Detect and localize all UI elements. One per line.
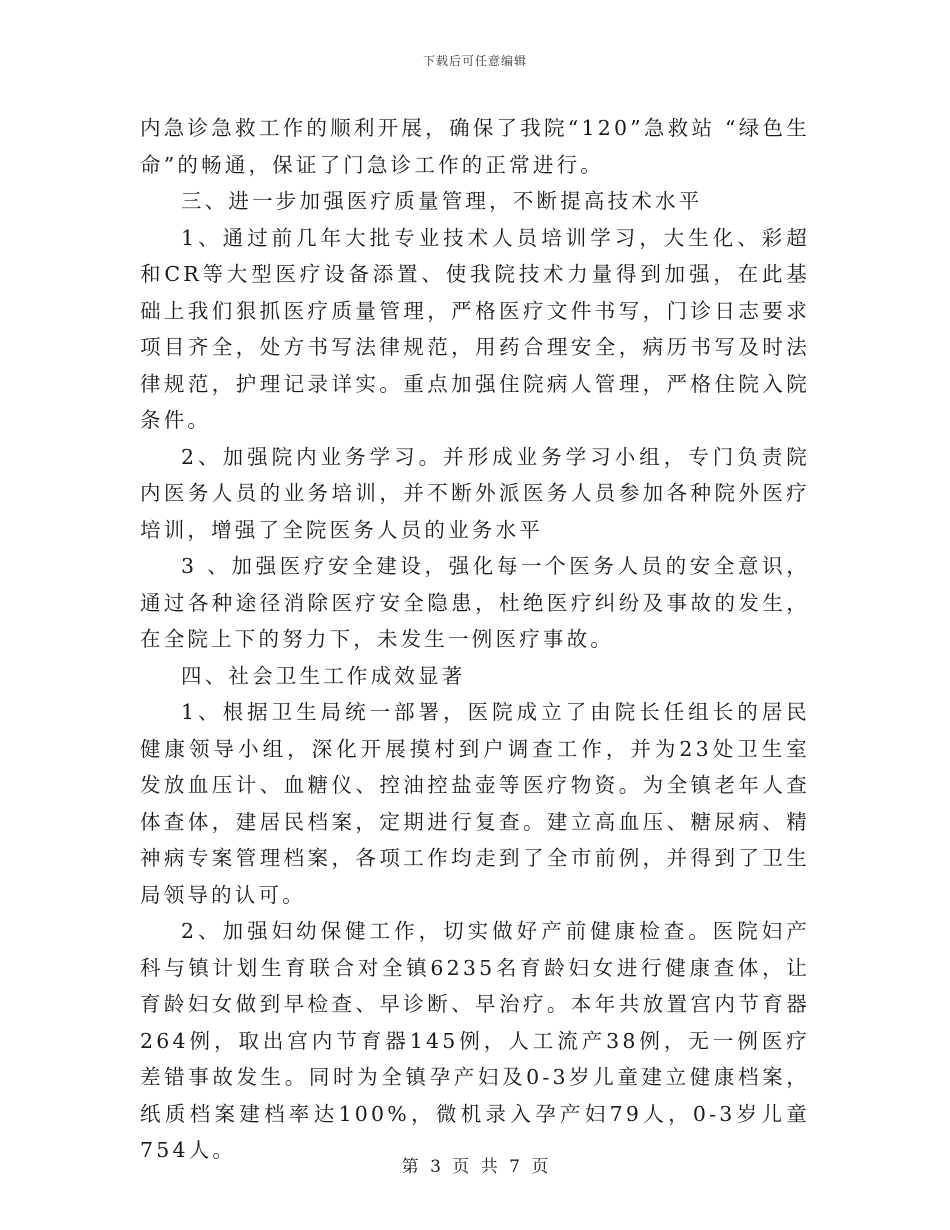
- paragraph-3-1: 1、通过前几年大批专业技术人员培训学习，大生化、彩超和CR等大型医疗设备添置、使我院技术力量得到加强，在此基础上我们狠抓医疗质量管理，严格医疗文件书写，门诊日志要求项目齐全，处方书写法律规范，用药合理安全，病历书写及时法律规范，护理记录详实。重点加强住院病人管理，严格住院入院条件。: [140, 225, 810, 432]
- document-body: [140, 110, 810, 1169]
- paragraph-3-3: 3 、加强医疗安全建设，强化每一个医务人员的安全意识，通过各种途径消除医疗安全隐患，杜绝医疗纠纷及事故的发生，在全院上下的努力下，未发生一例医疗事故。: [140, 554, 810, 651]
- page-header: 下载后可任意编辑: [422, 54, 527, 68]
- paragraph-4-2: 2、加强妇幼保健工作，切实做好产前健康检查。医院妇产科与镇计划生育联合对全镇6235名育龄妇女进行健康查体，让育龄妇女做到早检查、早诊断、早治疗。本年共放置宫内节育器264例，取出宫内节育器145例，人工流产38例，无一例医疗差错事故发生。同时为全镇孕产妇及0-3岁儿童建立健康档案，纸质档案建档率达100%，微机录入孕产妇79人，0-3岁儿童754人。: [140, 919, 810, 1162]
- paragraph-3-2: 2、加强院内业务学习。并形成业务学习小组，专门负责院内医务人员的业务培训，并不断外派医务人员参加各种院外医疗培训，增强了全院医务人员的业务水平: [140, 444, 810, 542]
- page-number: 第 3 页 共 7 页: [401, 1157, 549, 1177]
- paragraph-4-1: 1、根据卫生局统一部署，医院成立了由院长任组长的居民健康领导小组，深化开展摸村到户调查工作，并为23处卫生室发放血压计、血糖仪、控油控盐壶等医疗物资。为全镇老年人查体查体，建居民档案，定期进行复查。建立高血压、糖尿病、精神病专案管理档案，各项工作均走到了全市前例，并得到了卫生局领导的认可。: [140, 700, 810, 907]
- paragraph-continuation: 内急诊急救工作的顺利开展，确保了我院“120”急救站 “绿色生命”的畅通，保证了门急诊工作的正常进行。: [140, 116, 810, 177]
- section-heading-4: 四、社会卫生工作成效显著: [181, 663, 466, 688]
- section-heading-3: 三、进一步加强医疗质量管理，不断提高技术水平: [181, 189, 703, 213]
